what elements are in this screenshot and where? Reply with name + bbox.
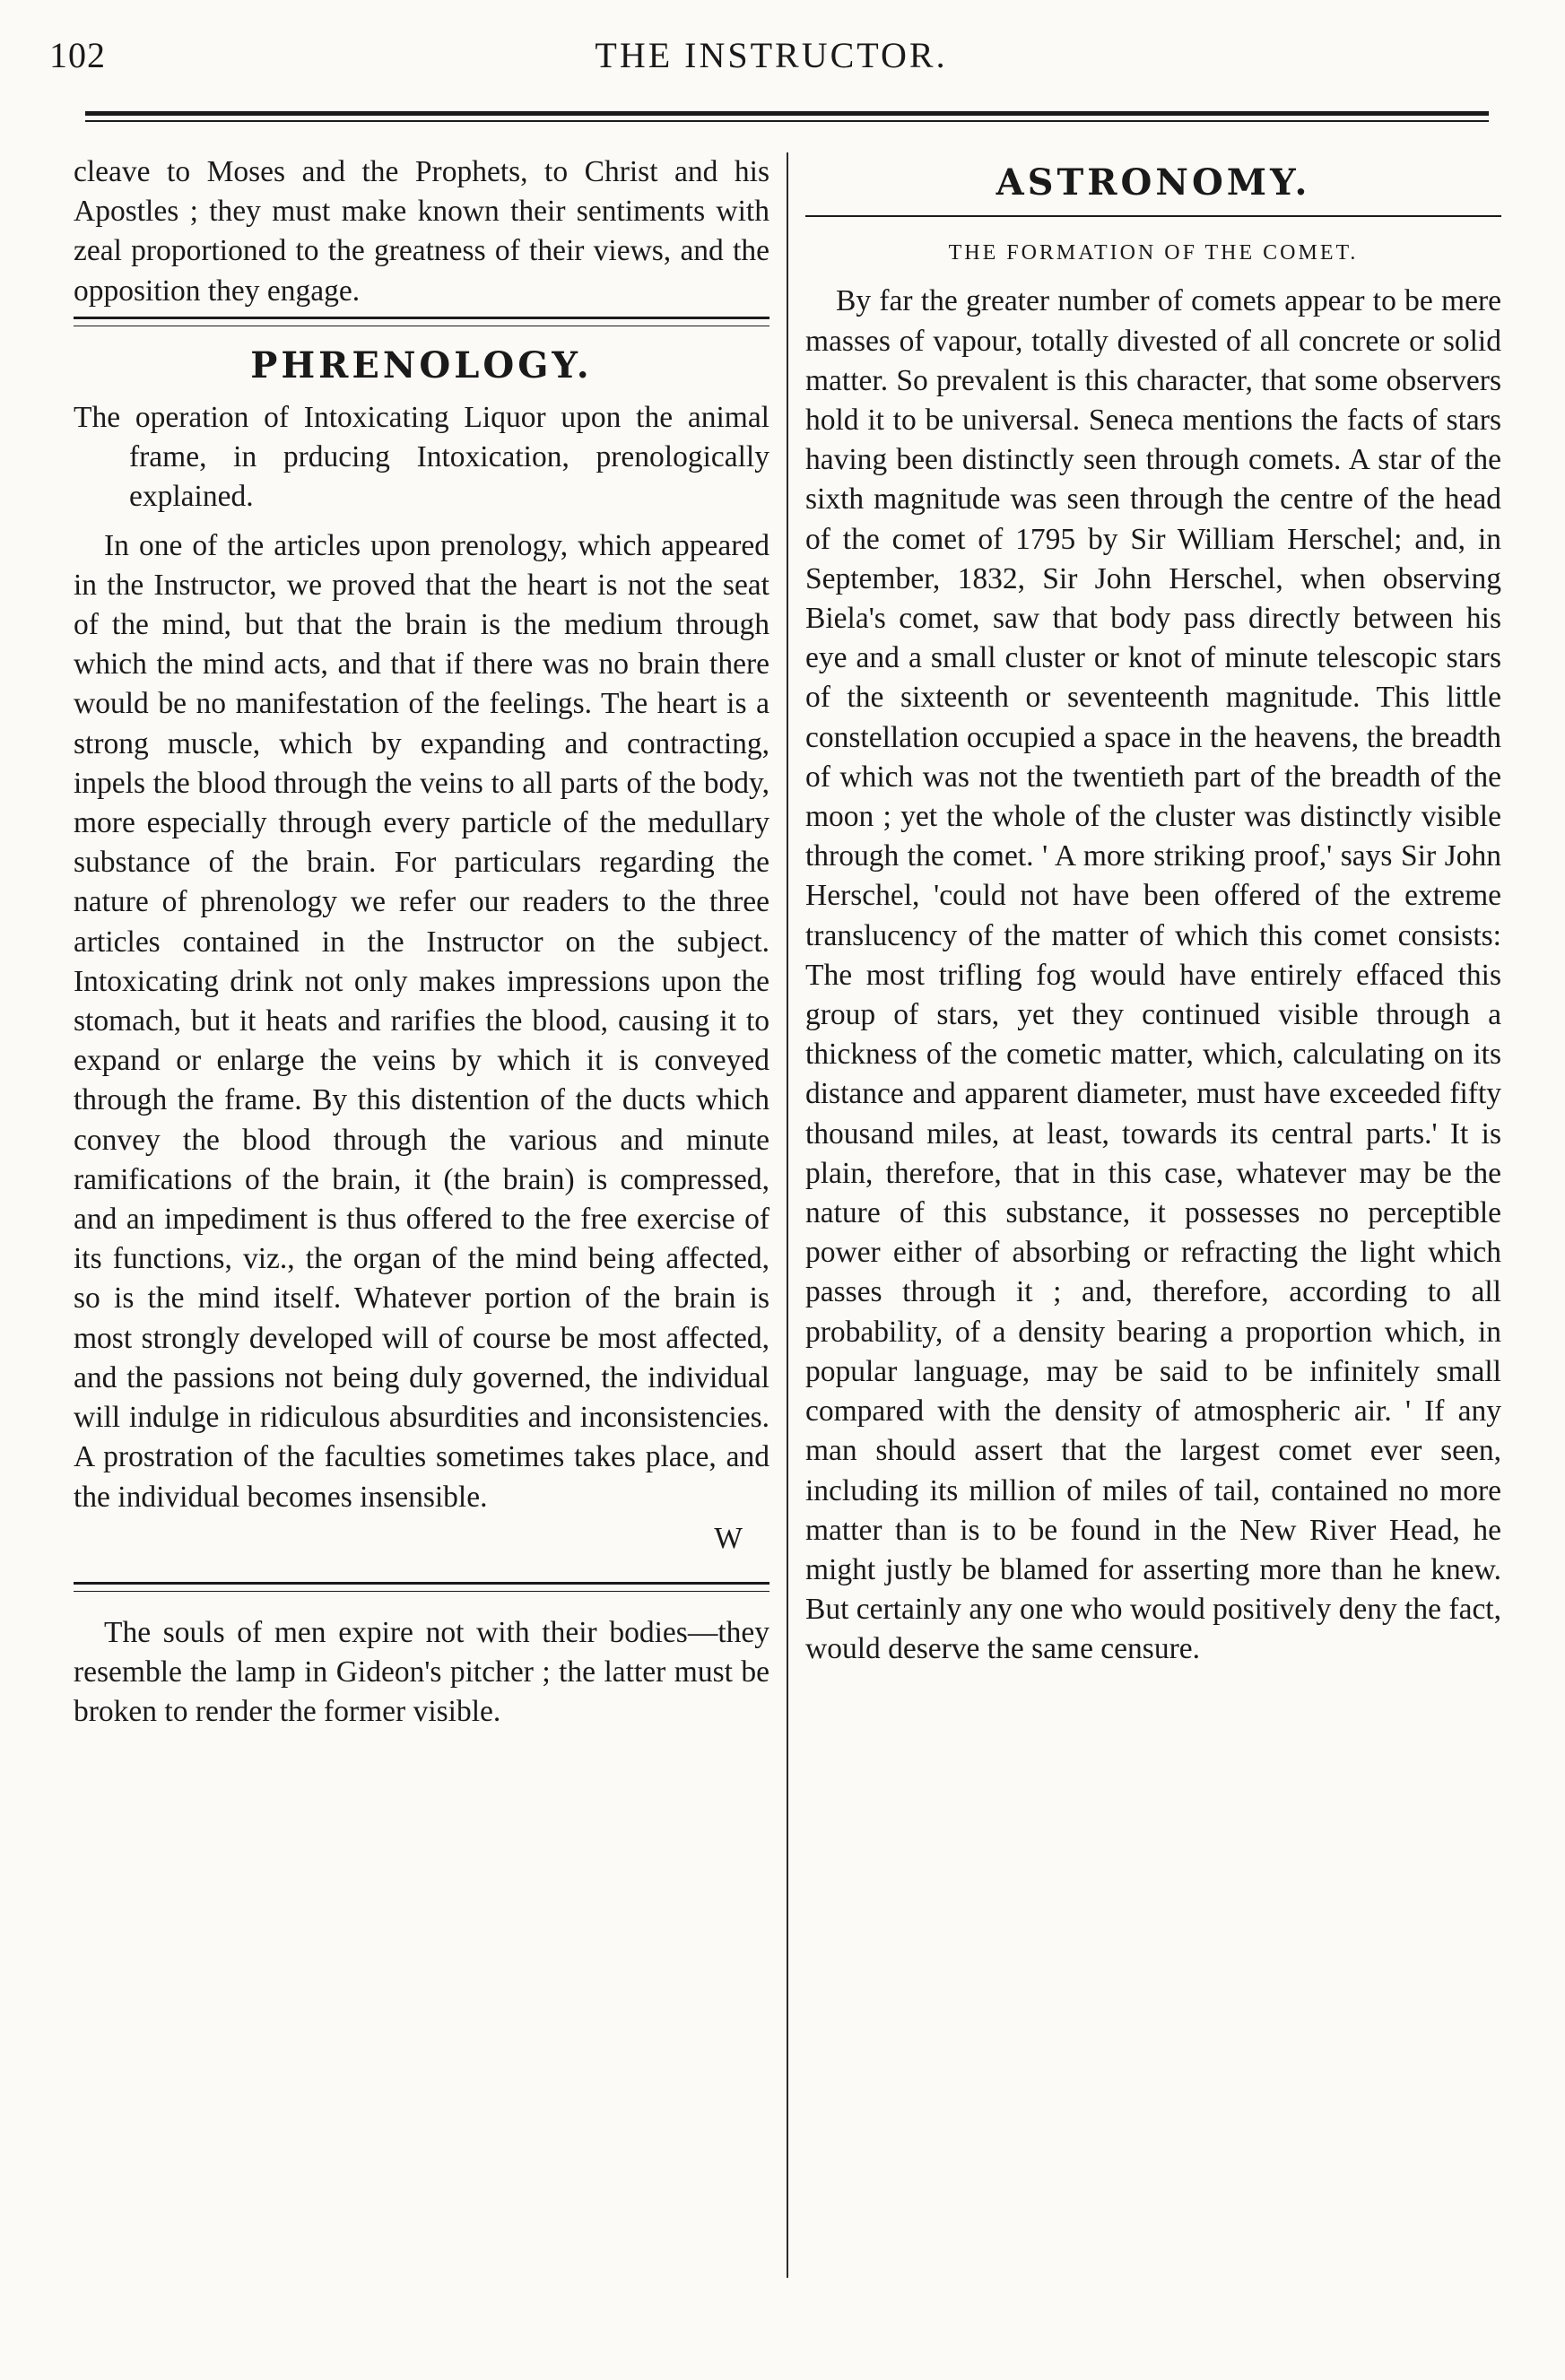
phrenology-article-body: In one of the articles upon prenology, which appeared in the Instructor, we proved that the heart is not the seat of the mind, but that the brain is the medium through which the mind acts, and that if there was no brain there would be no manifestation of the feelings. The heart is a strong muscle, which by expanding and contracting, inpels the blood through the veins to all parts of the body, more especially through every particle of the medullary substance of the brain. For particulars regarding the nature of phrenology we refer our readers to the three articles contained in the Instructor on the subject. Intoxicating drink not only makes impressions upon the stomach, but it heats and rarifies the blood, causing it to expand or enlarge the veins by which it is conveyed through the frame. By this distention of the ducts which convey the blood through the various and minute ramifications of the brain, it (the brain) is compressed, and an impediment is thus offered to the free exercise of its functions, viz., the organ of the mind being affected, so is the mind itself. Whatever portion of the brain is most strongly developed will of course be most affected, and the passions not being duly governed, the individual will indulge in ridiculous absurdities and inconsistencies. A prostration of the faculties sometimes takes place, and the individual becomes insensible. [74,528,769,1514]
section-divider [74,317,769,326]
closing-note: The souls of men expire not with their bodies—they resemble the lamp in Gideon's pitcher ; the latter must be broken to render the former visible. [74,1615,769,1729]
header-rule-thick [85,111,1489,116]
running-head [49,34,1493,88]
header-rule-thin [85,120,1489,122]
astronomy-title-rule [805,215,1501,217]
phrenology-article-heading: The operation of Intoxicating Liquor upon the animal frame, in prducing Intoxication, prenologically explained. [74,401,769,514]
continuation-paragraph: cleave to Moses and the Prophets, to Christ and his Apostles ; they must make known their sentiments with zeal proportioned to the greatness of their views, and the opposition they engage. [74,155,769,308]
astronomy-article-subtitle: THE FORMATION OF THE COMET. [948,241,1359,265]
column-divider [787,152,788,2278]
astronomy-section-title: ASTRONOMY. [996,161,1311,204]
right-column [805,160,1501,1670]
closing-divider [74,1582,769,1592]
astronomy-article-body: By far the greater number of comets appear to be mere masses of vapour, totally divested of all concrete or solid matter. So prevalent is this character, that some observers hold it to be universal. Seneca mentions the facts of stars having been distinctly seen through comets. A star of the sixth magnitude was seen through the centre of the head of the comet of 1795 by Sir William Herschel; and, in September, 1832, Sir John Herschel, when observing Biela's comet, saw that body pass directly between his eye and a small cluster or knot of minute telescopic stars of the sixteenth or seventeenth magnitude. This little constellation occupied a space in the heavens, the breadth of which was not the twentieth part of the breadth of the moon ; yet the whole of the cluster was distinctly visible through the comet. ' A more striking proof,' says Sir John Herschel, 'could not have been offered of the extreme translucency of the matter of which this comet consists: The most trifling fog would have entirely effaced this group of stars, yet they continued visible through a thickness of the cometic matter, which, calculating on its distance and apparent diameter, must have exceeded fifty thousand miles, at least, towards its central parts.' It is plain, therefore, that in this case, whatever may be the nature of this substance, it possesses no perceptible power either of absorbing or refracting the light which passes through it ; and, therefore, according to all probability, of a density bearing a proportion which, in popular language, may be said to be infinitely small compared with the density of atmospheric air. ' If any man should assert that the largest comet ever seen, including its million of miles of tail, contained no more matter than is to be found in the New River Head, he might justly be blamed for asserting more than he knew. But certainly any one who would positively deny the fact, would deserve the same censure. [805,284,1501,1666]
author-signature: W [714,1521,743,1555]
running-title: THE INSTRUCTOR. [595,35,948,75]
page-number: 102 [49,35,106,75]
left-column [74,152,769,1733]
phrenology-section-title: PHRENOLOGY. [250,343,593,387]
